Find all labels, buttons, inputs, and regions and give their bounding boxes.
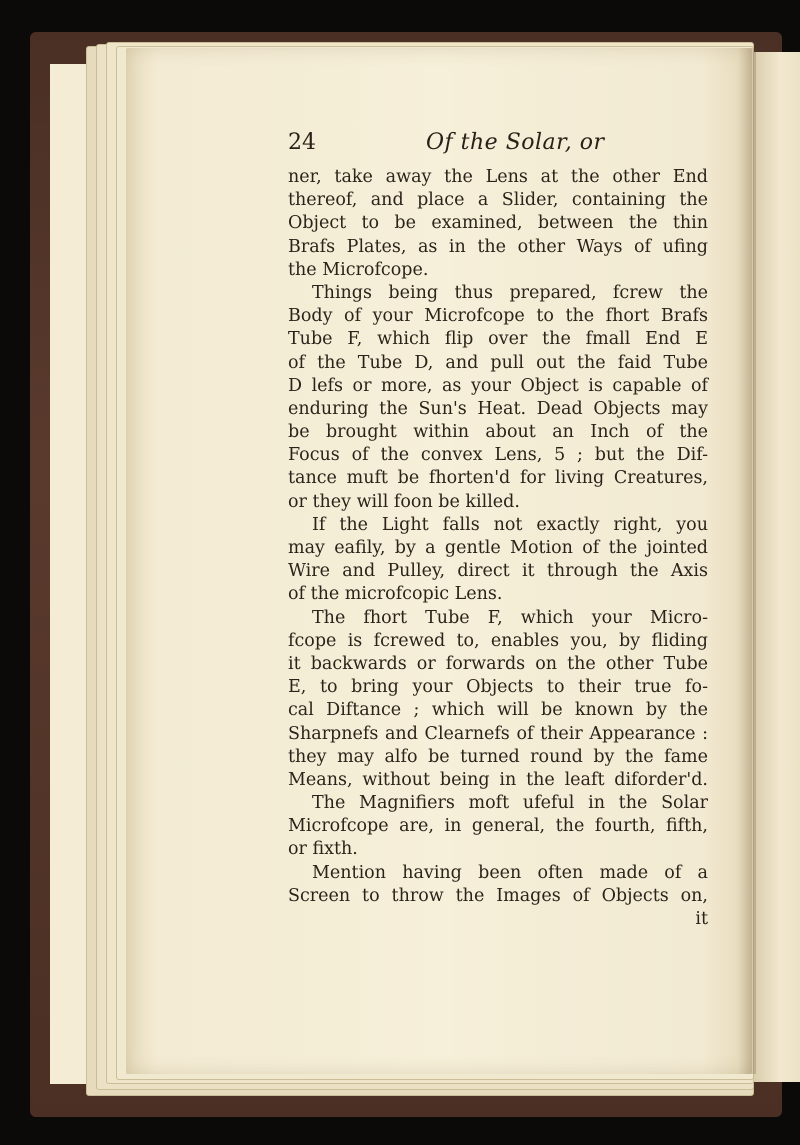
- text-line: enduring the Sun's Heat. Dead Objects may: [288, 398, 708, 419]
- text-line: may eafily, by a gentle Motion of the jointed: [288, 538, 708, 558]
- text-line: The fhort Tube F, which your Micro-: [312, 607, 708, 628]
- text-line: be brought within about an Inch of the: [288, 422, 708, 443]
- text-line: D lefs or more, as your Object is capable of: [288, 375, 708, 396]
- text-line: Sharpnefs and Clearnefs of their Appearance :: [288, 723, 708, 744]
- page-number: 24: [288, 130, 316, 155]
- text-line: they may alfo be turned round by the fame: [288, 746, 708, 767]
- gutter-shadow: [738, 48, 756, 1074]
- running-title: Of the Solar, or: [426, 130, 605, 155]
- text-line: fcope is fcrewed to, enables you, by fliding: [288, 630, 708, 651]
- text-line: Wire and Pulley, direct it through the Axis: [288, 561, 708, 582]
- text-line: The Magnifiers moft ufeful in the Solar: [312, 793, 708, 814]
- running-head: [288, 130, 708, 164]
- text-line: Mention having been often made of a: [312, 862, 708, 883]
- text-line: of the Tube D, and pull out the faid Tube: [288, 352, 708, 373]
- text-line: tance muft be fhorten'd for living Creatures,: [288, 468, 708, 489]
- text-line: it backwards or forwards on the other Tube: [288, 653, 708, 674]
- catchword: it: [695, 909, 708, 929]
- text-line: ner, take away the Lens at the other End: [288, 167, 708, 187]
- text-line: Things being thus prepared, fcrew the: [312, 282, 708, 303]
- text-line: Body of your Microfcope to the fhort Brafs: [288, 306, 708, 327]
- text-line: the Microfcope.: [288, 259, 429, 280]
- facing-page-edge: [752, 52, 800, 1082]
- text-line: cal Diftance ; which will be known by the: [288, 700, 708, 721]
- text-line: of the microfcopic Lens.: [288, 584, 503, 605]
- text-line: Screen to throw the Images of Objects on,: [288, 885, 708, 906]
- text-line: Focus of the convex Lens, 5 ; but the Dif-: [288, 445, 708, 466]
- text-line: If the Light falls not exactly right, you: [312, 514, 708, 535]
- text-line: E, to bring your Objects to their true fo-: [288, 677, 708, 698]
- text-line: Tube F, which flip over the fmall End E: [288, 329, 708, 350]
- body-text: [288, 166, 708, 931]
- text-line: Brafs Plates, as in the other Ways of ufing: [288, 236, 708, 257]
- text-line: Microfcope are, in general, the fourth, fifth,: [288, 816, 708, 837]
- text-line: or they will foon be killed.: [288, 491, 520, 512]
- text-line: Object to be examined, between the thin: [288, 213, 708, 234]
- text-line: Means, without being in the leaft diforder'd.: [288, 769, 708, 790]
- text-line: thereof, and place a Slider, containing the: [288, 190, 708, 211]
- text-line: or fixth.: [288, 839, 358, 860]
